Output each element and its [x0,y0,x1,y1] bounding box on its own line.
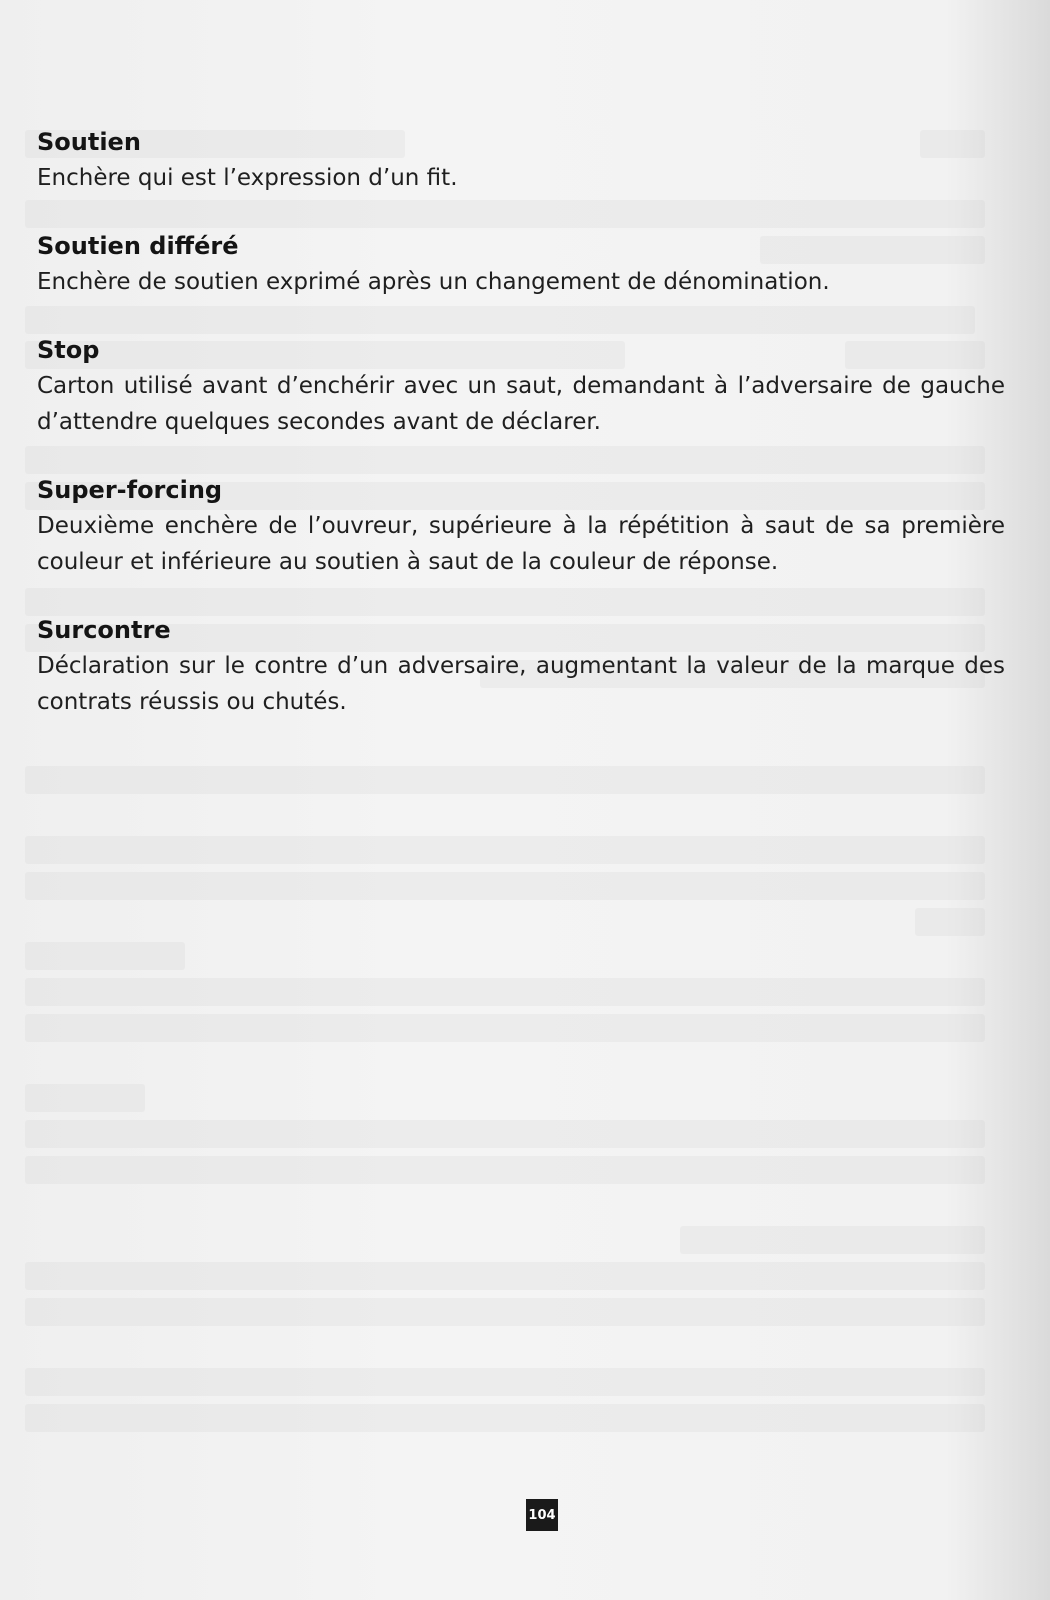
entry-term: Soutien [37,128,141,156]
glossary-entry-soutien-differe [37,228,1005,300]
entry-definition: Enchère qui est l’expression d’un fit. [37,165,458,191]
glossary-list [37,124,1005,752]
glossary-entry-super-forcing [37,472,1005,580]
glossary-entry-soutien [37,124,1005,196]
page-number: 104 [526,1499,558,1531]
glossary-entry-surcontre [37,612,1005,720]
entry-definition: Deuxième enchère de l’ouvreur, supérieure à la répétition à saut de sa première couleur et inférieure au soutien à saut de la couleur de réponse. [37,513,1005,575]
entry-term: Soutien différé [37,232,239,260]
entry-term: Stop [37,336,100,364]
entry-definition: Enchère de soutien exprimé après un changement de dénomination. [37,269,830,295]
entry-term: Surcontre [37,616,171,644]
entry-definition: Déclaration sur le contre d’un adversaire, augmentant la valeur de la marque des contrats réussis ou chutés. [37,653,1005,715]
entry-term: Super-forcing [37,476,223,504]
glossary-entry-stop [37,332,1005,440]
entry-definition: Carton utilisé avant d’enchérir avec un saut, demandant à l’adversaire de gauche d’attendre quelques secondes avant de déclarer. [37,373,1005,435]
